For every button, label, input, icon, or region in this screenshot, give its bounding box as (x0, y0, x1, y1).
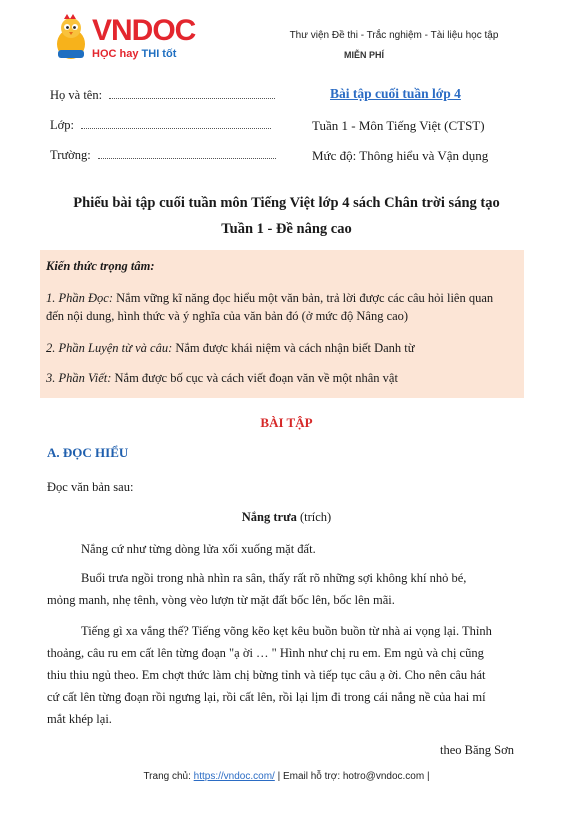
school-label: Trường: (50, 148, 91, 162)
focus-item-3-text: Nắm được bố cục và cách viết đoạn văn về một nhân vật (111, 371, 398, 385)
logo-slogan (92, 48, 176, 60)
p3-line-5: mắt khép lại. (47, 712, 112, 726)
name-label: Họ và tên: (50, 88, 103, 102)
p3-line-1 (47, 620, 515, 642)
footer-home-label: Trang chủ: (143, 771, 194, 782)
name-blank[interactable] (109, 88, 275, 99)
focus-item-1 (46, 288, 522, 308)
logo-wordmark: VNDOC (92, 14, 196, 47)
p3-line-1-text: Tiếng gì xa vắng thế? Tiếng võng kẽo kẹt kêu buồn buồn từ nhà ai vọng lại. Thỉnh (81, 624, 492, 638)
p3-line-4: cứ cất lên từng đoạn rồi ngưng lại, rồi cất lên, rồi lại lịm đi trong cái nắng nề của hai mí (47, 690, 486, 704)
vndoc-logo[interactable] (52, 14, 202, 70)
p2-line-1-text: Buổi trưa ngồi trong nhà nhìn ra sân, thấy rất rõ những sợi không khí nhỏ bé, (81, 571, 467, 585)
logo-slogan-part-1: HỌC hay (92, 48, 139, 60)
p2-line-2: mỏng manh, nhẹ tênh, vòng vèo lượn từ mặt đất bốc lên, bốc lên mãi. (47, 593, 395, 607)
class-label: Lớp: (50, 118, 74, 132)
focus-heading: Kiến thức trọng tâm: (46, 259, 155, 273)
school-blank[interactable] (98, 148, 276, 159)
passage-paragraph-2 (47, 567, 515, 611)
passage-paragraph-3 (47, 620, 515, 730)
focus-item-3-label: 3. Phần Viết: (46, 371, 112, 385)
class-blank[interactable] (81, 118, 271, 129)
name-field (50, 88, 275, 103)
passage-author: theo Băng Sơn (440, 743, 514, 757)
focus-item-2 (46, 338, 522, 358)
p2-line-1 (47, 567, 515, 589)
focus-item-2-text: Nắm được khái niệm và cách nhận biết Danh từ (172, 341, 415, 355)
focus-item-1-cont: đến nội dung, hình thức và ý nghĩa của văn bản đó (ở mức độ Nâng cao) (46, 309, 409, 323)
school-field (50, 148, 276, 163)
p3-line-3: thiu thiu ngủ theo. Em chợt thức làm chị bừng tỉnh và tiếp tục câu ạ ời. Cho nên câu hát (47, 668, 486, 682)
page-footer (0, 771, 573, 782)
focus-knowledge-box (40, 250, 524, 398)
logo-slogan-part-2: THI tốt (141, 48, 177, 60)
focus-item-1-label: 1. Phần Đọc: (46, 291, 113, 305)
main-title-line-2: Tuần 1 - Đề nâng cao (221, 221, 352, 237)
reading-prompt: Đọc văn bản sau: (47, 480, 134, 494)
footer-email: | Email hỗ trợ: hotro@vndoc.com | (274, 771, 430, 782)
p1-text: Nắng cứ như từng dòng lửa xối xuống mặt đất. (81, 542, 316, 556)
passage-title-text: Nắng trưa (241, 510, 297, 524)
chicken-mascot-icon (52, 14, 90, 62)
class-field (50, 118, 271, 133)
exercise-heading: BÀI TẬP (260, 415, 313, 430)
header-tagline: Thư viện Đề thi - Trắc nghiệm - Tài liệu học tập (289, 30, 499, 41)
focus-item-2-label: 2. Phần Luyện từ và câu: (46, 341, 173, 355)
worksheet-title-link[interactable]: Bài tập cuối tuần lớp 4 (330, 86, 461, 101)
passage-title (0, 510, 573, 525)
header-tagline-free: MIỄN PHÍ (343, 50, 384, 60)
p3-line-2: thoảng, câu ru em cất lên từng đoạn "ạ ời … " Hình như chị ru em. Em ngủ và chị cũng (47, 646, 484, 660)
part-a-heading: A. ĐỌC HIỂU (47, 445, 129, 460)
difficulty-level: Mức độ: Thông hiểu và Vận dụng (312, 148, 489, 163)
passage-title-note: (trích) (296, 510, 332, 524)
main-title-line-1: Phiếu bài tập cuối tuần môn Tiếng Việt lớp 4 sách Chân trời sáng tạo (73, 195, 500, 211)
footer-home-link[interactable]: https://vndoc.com/ (193, 771, 275, 782)
focus-item-1-text: Nắm vững kĩ năng đọc hiểu một văn bản, trả lời được các câu hỏi liên quan (113, 291, 494, 305)
focus-item-3 (46, 368, 522, 388)
passage-paragraph-1 (47, 538, 515, 560)
week-subject: Tuần 1 - Môn Tiếng Việt (CTST) (312, 118, 485, 133)
